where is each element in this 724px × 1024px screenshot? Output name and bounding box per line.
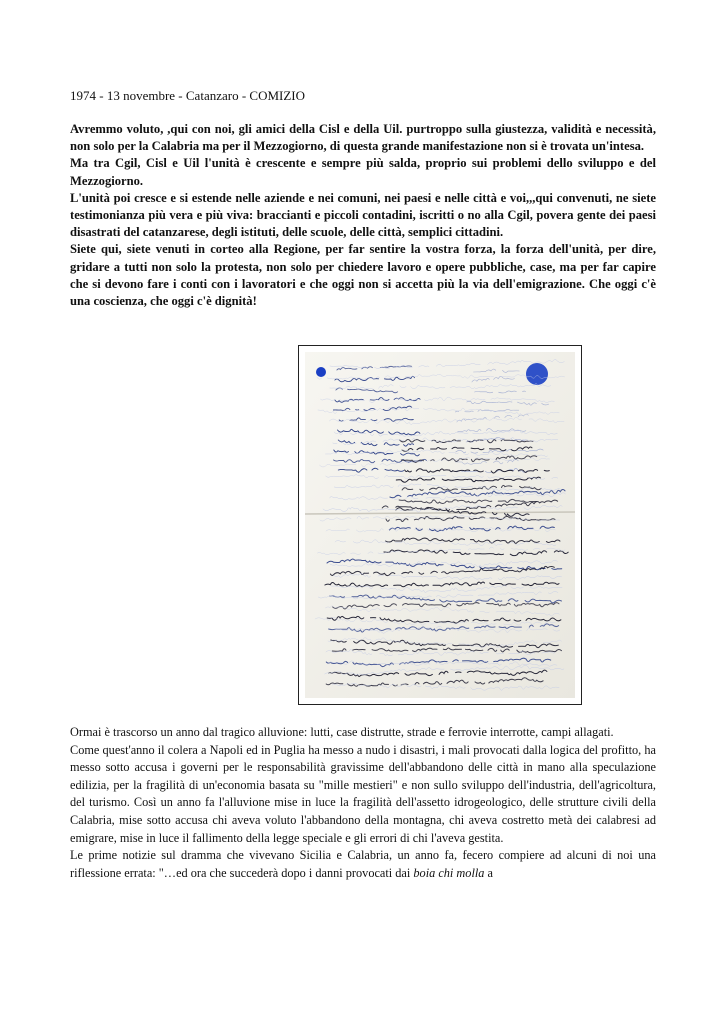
ink-stamp-icon — [526, 363, 548, 385]
document-heading: 1974 - 13 novembre - Catanzaro - COMIZIO — [70, 88, 306, 103]
ink-stamp-icon — [316, 367, 326, 377]
emphasis-text: boia chi molla — [413, 865, 485, 880]
body-section — [70, 724, 656, 882]
body-text: Le prime notizie sul dramma che vivevano Sicilia e Calabria, un anno fa, fecero compiere ad alcuni di noi una riflessione errata: "…ed ora che succederà dopo i danni provocati dai — [70, 848, 656, 880]
intro-section — [70, 121, 656, 310]
intro-paragraph: L'unità poi cresce e si estende nelle aziende e nei comuni, nei paesi e nelle città e voi,,,qui convenuti, ne siete testimonianza più vera e più viva: braccianti e piccoli contadini, iscritti o no alla Cgil, povera gente dei paesi disastrati del catanzarese, degli istituti, delle scuole, delle città, semplici cittadini. — [70, 190, 656, 240]
manuscript-paper — [305, 352, 575, 698]
intro-paragraph: Avremmo voluto, ,qui con noi, gli amici della Cisl e della Uil. purtroppo sulla giustezza, validità e necessità, non solo per la Calabria ma per il Mezzogiorno, di questa grande manifestazione non si è trovata un'intesa. — [70, 122, 656, 154]
intro-paragraph: Ma tra Cgil, Cisl e Uil l'unità è crescente e sempre più salda, proprio sui problemi dello sviluppo e del Mezzogiorno. — [70, 156, 656, 188]
body-paragraph: Come quest'anno il colera a Napoli ed in Puglia ha messo a nudo i disastri, i mali provocati dalla logica del profitto, ha messo sotto accusa i governi per le responsabilità gravissime dell'abbandono delle città in mano alla speculazione edilizia, per la fragilità di un'economia basata su "mille mestieri" e non sullo sviluppo dell'industria, dell'agricoltura, del turismo. Così un anno fa l'alluvione mise in luce la fragilità dell'assetto idrogeologico, delle strutture civili della Calabria, mise sotto accusa chi aveva voluto l'abbandono della montagna, chi aveva costretto metà dei calabresi ad emigrare, mise in luce il fallimento della legge speciale e gli errori di chi l'aveva gestita. — [70, 742, 656, 845]
manuscript-photo — [298, 345, 582, 705]
intro-paragraph: Siete qui, siete venuti in corteo alla Regione, per far sentire la vostra forza, la forza dell'unità, per dire, gridare a tutti non solo la protesta, non solo per chiedere lavoro e opere pubbliche, case, ma per far capire che si devono fare i conti con i lavoratori e che oggi non si accetta più la via dell'emigrazione. Che oggi c'è una coscienza, che oggi c'è dignità! — [70, 242, 656, 309]
manuscript-image — [305, 352, 575, 698]
body-paragraph: Ormai è trascorso un anno dal tragico alluvione: lutti, case distrutte, strade e ferrovie interrotte, campi allagati. — [70, 725, 614, 739]
body-paragraph-final — [70, 847, 656, 882]
body-text: a — [484, 865, 493, 880]
